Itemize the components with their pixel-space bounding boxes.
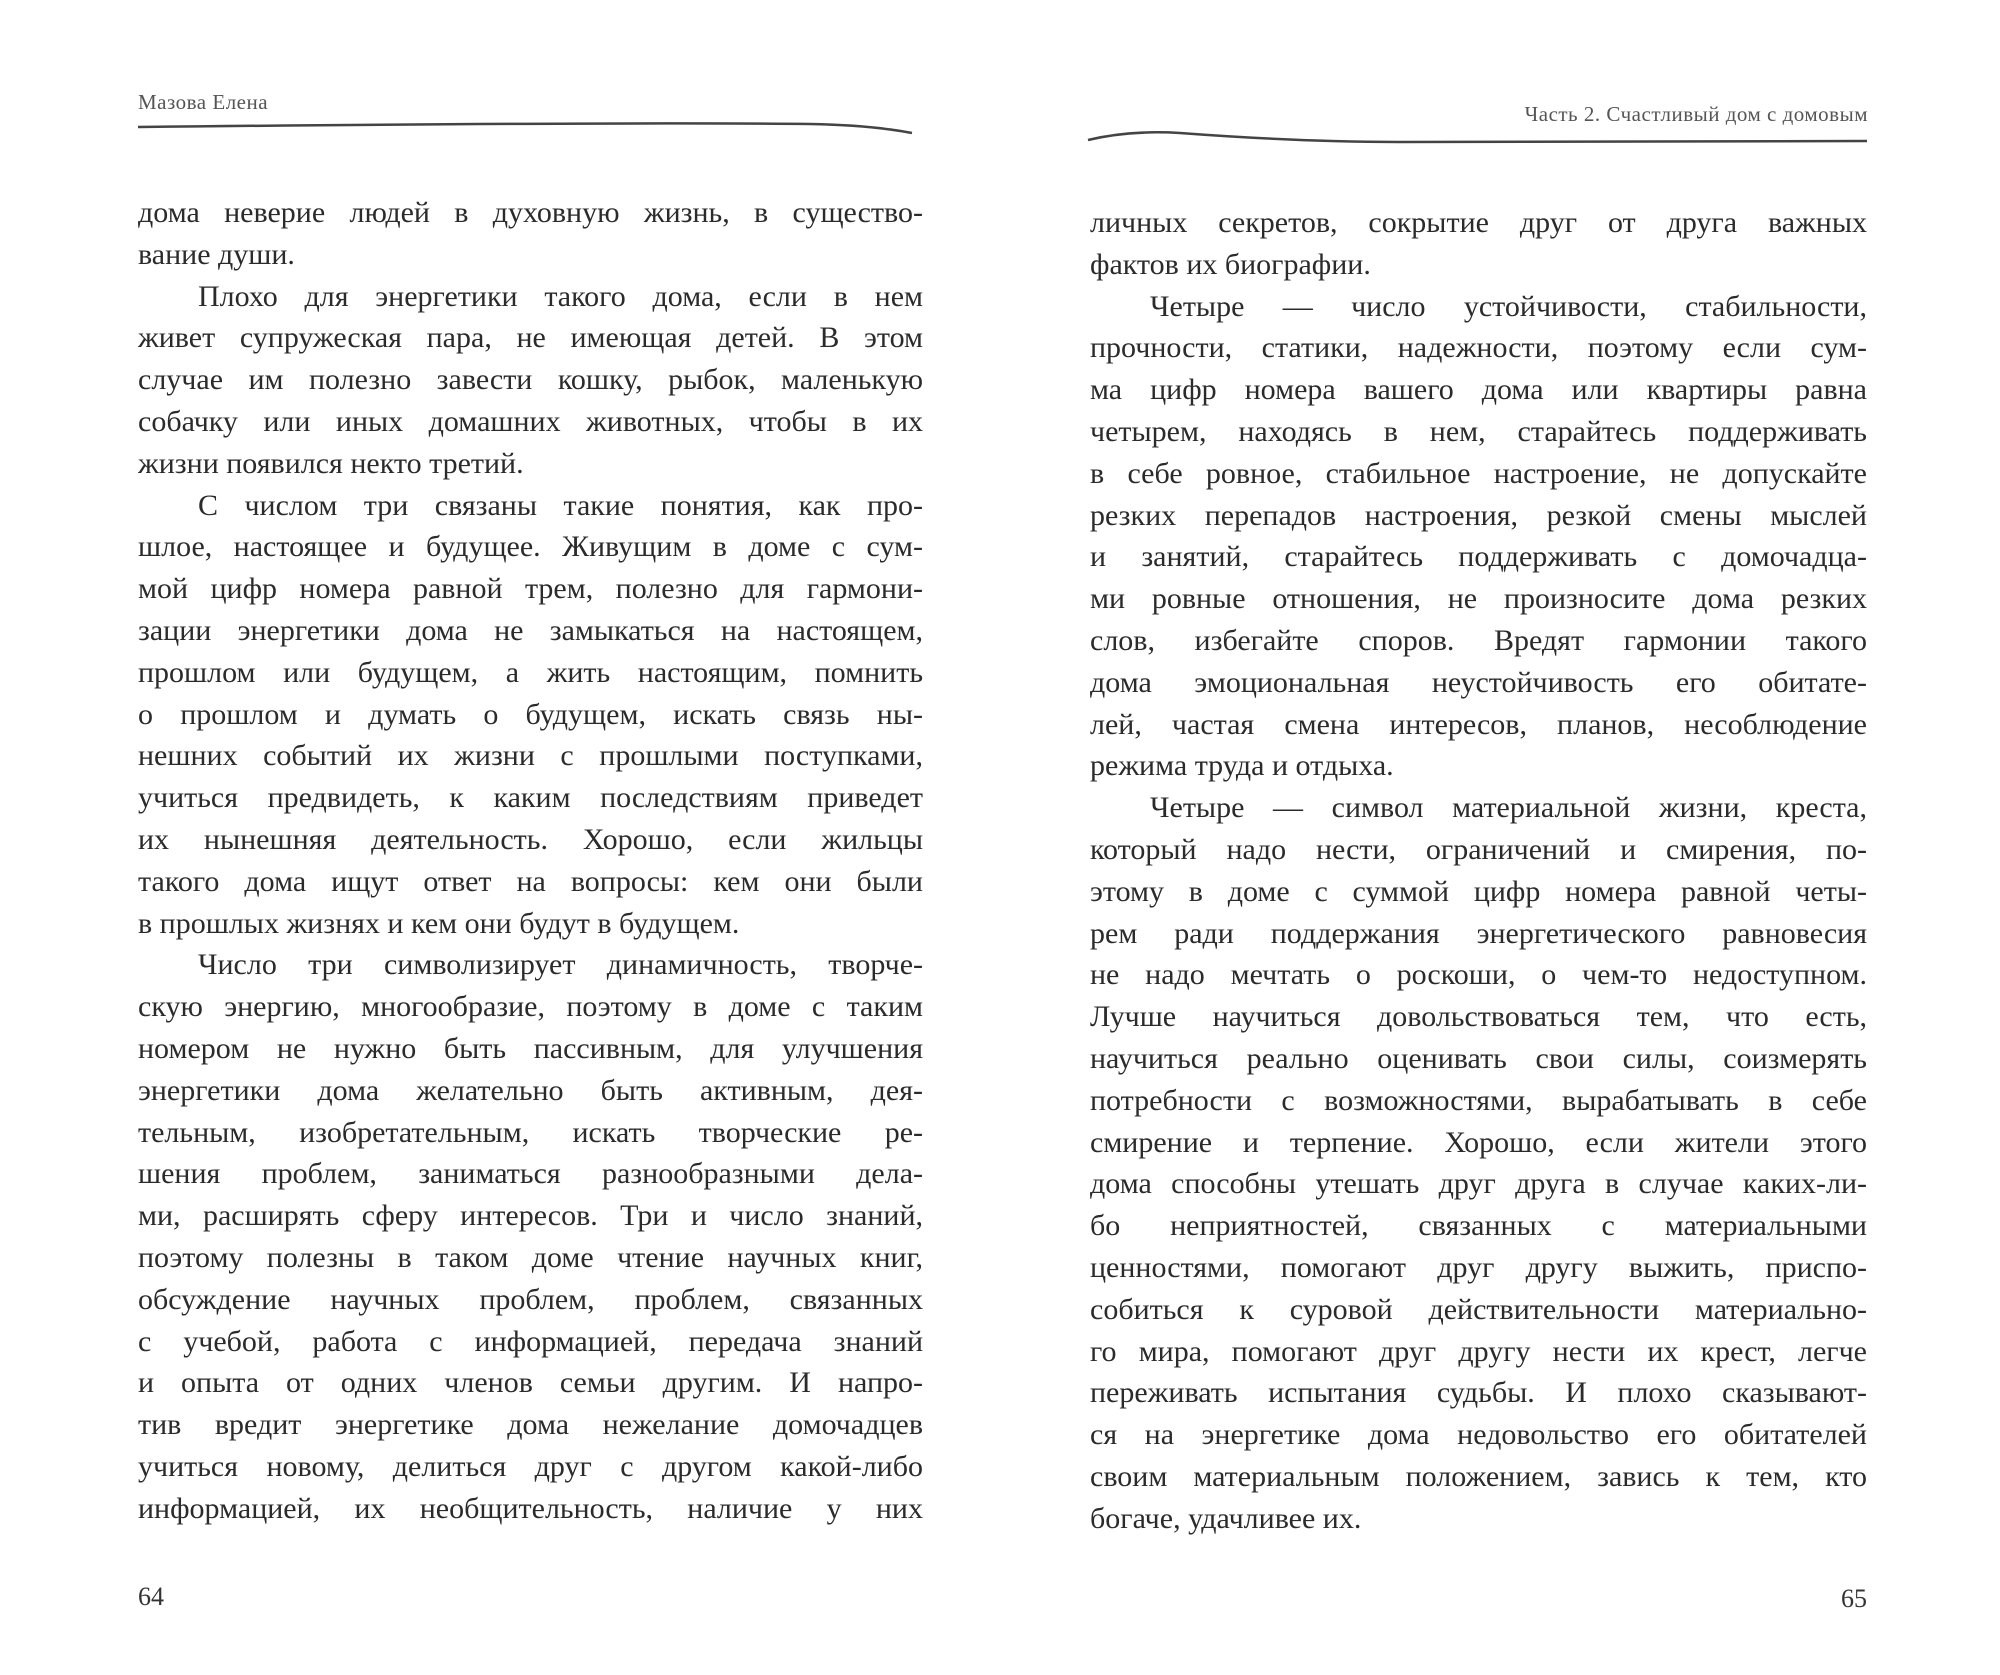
text-line: Лучше научиться довольствоваться тем, что есть, xyxy=(1090,1000,1867,1034)
text-line: резких перепадов настроения, резкой смены мыслей xyxy=(1090,498,1867,532)
text-line: прошлом или будущем, а жить настоящим, помнить xyxy=(138,655,923,689)
text-line: богаче, удачливее их. xyxy=(1090,1501,1362,1535)
text-line: четырем, находясь в нем, старайтесь поддерживать xyxy=(1090,414,1867,448)
text-line: бо неприятностей, связанных с материальными xyxy=(1090,1209,1867,1243)
header-rule-left xyxy=(138,123,912,133)
text-line: шлое, настоящее и будущее. Живущим в доме с сум- xyxy=(138,530,923,564)
text-line: живет супружеская пара, не имеющая детей. В этом xyxy=(138,321,923,355)
text-line: вание души. xyxy=(138,237,295,271)
text-line: ма цифр номера вашего дома или квартиры равна xyxy=(1090,373,1867,407)
text-line: этому в доме с суммой цифр номера равной четы- xyxy=(1090,874,1867,908)
text-line: такого дома ищут ответ на вопросы: кем они были xyxy=(138,864,923,898)
text-line: Четыре — число устойчивости, стабильности, xyxy=(1150,289,1867,323)
text-line: энергетики дома желательно быть активным, дея- xyxy=(138,1073,923,1107)
text-line: слов, избегайте споров. Вредят гармонии такого xyxy=(1090,623,1867,657)
text-line: своим материальным положением, завись к тем, кто xyxy=(1090,1459,1867,1493)
text-line: скую энергию, многообразие, поэтому в доме с таким xyxy=(138,990,923,1024)
text-line: шения проблем, заниматься разнообразными дела- xyxy=(138,1157,923,1191)
text-line: учиться новому, делиться друг с другом какой-либо xyxy=(138,1449,923,1483)
text-line: ми ровные отношения, не произносите дома резких xyxy=(1090,582,1867,616)
text-line: Четыре — символ материальной жизни, креста, xyxy=(1150,791,1867,825)
header-rules xyxy=(0,0,2000,200)
text-line: прочности, статики, надежности, поэтому если сум- xyxy=(1090,331,1867,365)
text-line: о прошлом и думать о будущем, искать связь ны- xyxy=(138,697,923,731)
text-line: потребности с возможностями, вырабатывать в себе xyxy=(1090,1083,1867,1117)
text-line: дома эмоциональная неустойчивость его обитате- xyxy=(1090,665,1867,699)
left-page-text xyxy=(138,192,923,1530)
running-header-chapter: Часть 2. Счастливый дом с домовым xyxy=(1524,102,1868,126)
page-number-left: 64 xyxy=(138,1582,164,1611)
text-line: тив вредит энергетике дома нежелание домочадцев xyxy=(138,1408,923,1442)
text-line: С числом три связаны такие понятия, как про- xyxy=(198,488,923,522)
text-line: Плохо для энергетики такого дома, если в нем xyxy=(198,279,923,313)
text-line: в прошлых жизнях и кем они будут в будущем. xyxy=(138,906,740,940)
text-line: личных секретов, сокрытие друг от друга важных xyxy=(1090,206,1867,239)
text-line: их нынешняя деятельность. Хорошо, если жильцы xyxy=(138,822,923,856)
header-rule-right xyxy=(1088,132,1867,142)
text-line: жизни появился некто третий. xyxy=(138,446,524,480)
text-line: собачку или иных домашних животных, чтобы в их xyxy=(138,404,923,438)
text-line: лей, частая смена интересов, планов, несоблюдение xyxy=(1090,707,1867,741)
text-line: дома неверие людей в духовную жизнь, в существо- xyxy=(138,196,923,229)
text-line: собиться к суровой действительности материально- xyxy=(1090,1292,1867,1326)
text-line: информацией, их необщительность, наличие у них xyxy=(138,1491,923,1525)
text-line: с учебой, работа с информацией, передача знаний xyxy=(138,1324,923,1358)
text-line: дома способны утешать друг друга в случае каких-ли- xyxy=(1090,1167,1867,1201)
text-line: учиться предвидеть, к каким последствиям приведет xyxy=(138,781,923,815)
page-number-right: 65 xyxy=(1841,1584,1867,1613)
text-line: обсуждение научных проблем, проблем, связанных xyxy=(138,1282,923,1316)
text-line: зации энергетики дома не замыкаться на настоящем, xyxy=(138,613,923,647)
text-line: поэтому полезны в таком доме чтение научных книг, xyxy=(138,1240,923,1274)
text-line: ся на энергетике дома недовольство его обитателей xyxy=(1090,1418,1867,1452)
text-line: рем ради поддержания энергетического равновесия xyxy=(1090,916,1867,950)
text-line: научиться реально оценивать свои силы, соизмерять xyxy=(1090,1041,1867,1075)
text-line: режима труда и отдыха. xyxy=(1090,749,1394,783)
text-line: тельным, изобретательным, искать творческие ре- xyxy=(138,1115,923,1149)
text-line: смирение и терпение. Хорошо, если жители этого xyxy=(1090,1125,1867,1159)
running-header-author: Мазова Елена xyxy=(138,90,269,114)
text-line: номером не нужно быть пассивным, для улучшения xyxy=(138,1031,923,1065)
right-page-text xyxy=(1090,202,1867,1540)
text-line: и опыта от одних членов семьи другим. И напро- xyxy=(138,1366,923,1400)
text-line: мой цифр номера равной трем, полезно для гармони- xyxy=(138,572,923,606)
text-line: ценностями, помогают друг другу выжить, приспо- xyxy=(1090,1250,1867,1284)
text-line: случае им полезно завести кошку, рыбок, маленькую xyxy=(138,363,923,397)
text-line: и занятий, старайтесь поддерживать с домочадца- xyxy=(1090,540,1867,574)
text-line: не надо мечтать о роскоши, о чем-то недоступном. xyxy=(1090,958,1867,992)
text-line: переживать испытания судьбы. И плохо сказывают- xyxy=(1090,1376,1867,1410)
text-line: который надо нести, ограничений и смирения, по- xyxy=(1090,832,1867,866)
text-line: Число три символизирует динамичность, творче- xyxy=(198,948,923,982)
text-line: нешних событий их жизни с прошлыми поступками, xyxy=(138,739,923,773)
text-line: в себе ровное, стабильное настроение, не допускайте xyxy=(1090,456,1867,490)
text-line: ми, расширять сферу интересов. Три и число знаний, xyxy=(138,1199,923,1233)
text-line: фактов их биографии. xyxy=(1090,247,1371,281)
text-line: го мира, помогают друг другу нести их крест, легче xyxy=(1090,1334,1867,1368)
